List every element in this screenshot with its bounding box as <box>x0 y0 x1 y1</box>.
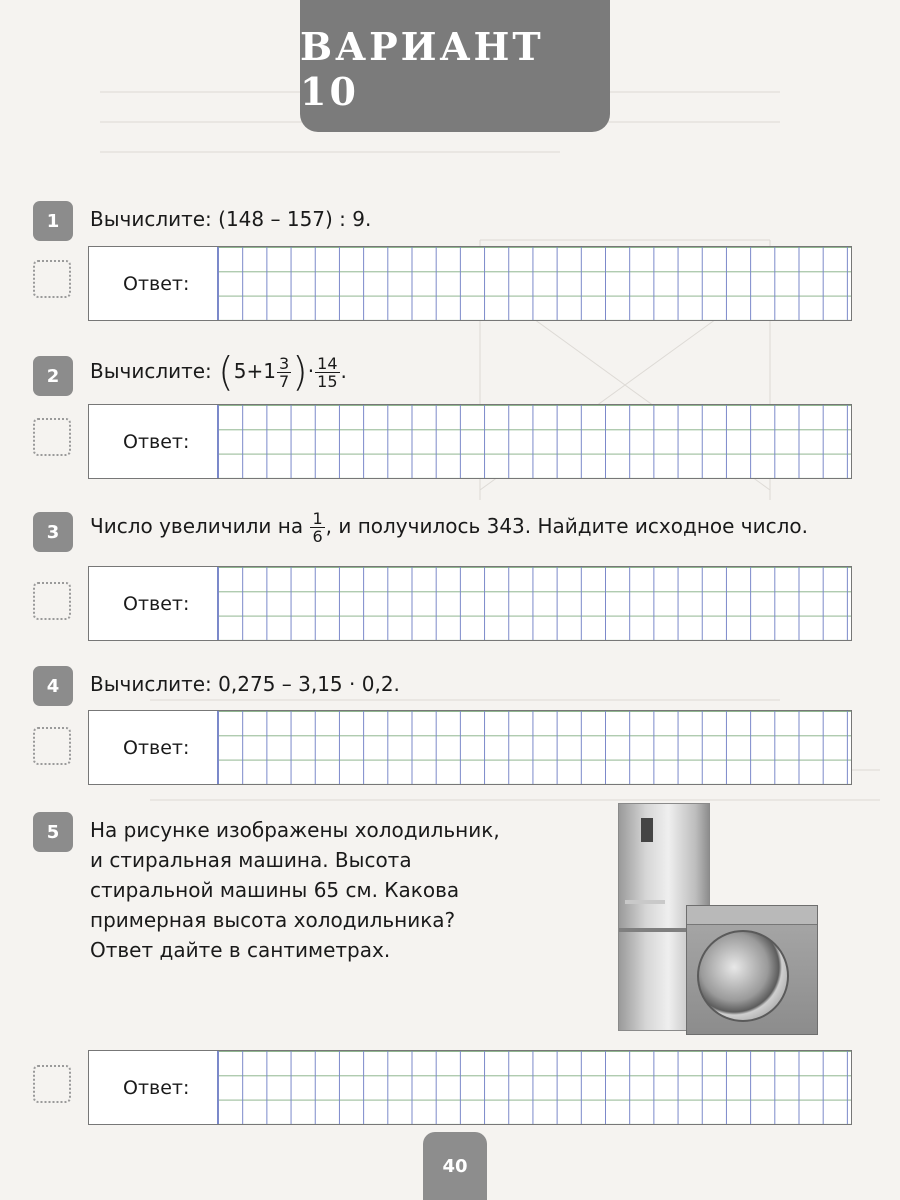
task-5-answer-grid[interactable] <box>217 1051 851 1124</box>
task-number-badge: 1 <box>33 201 73 241</box>
answer-label: Ответ: <box>123 430 190 453</box>
task-4-checkbox[interactable] <box>33 727 71 765</box>
task-1-text <box>90 204 371 234</box>
left-paren: ( <box>218 349 234 396</box>
task-2-text <box>90 349 347 396</box>
fraction-denominator: 15 <box>317 372 338 391</box>
right-paren: ) <box>292 349 308 396</box>
task-3-before: Число увеличили на <box>90 514 304 538</box>
task-5-line: Ответ дайте в сантиметрах. <box>90 938 391 962</box>
task-number-badge: 4 <box>33 666 73 706</box>
task-2-prefix: Вычислите: <box>90 359 212 383</box>
task-3-answer-grid[interactable] <box>217 567 851 640</box>
task-4-answer-box <box>88 710 852 785</box>
fraction-1-6 <box>310 510 324 545</box>
task-1-answer-box <box>88 246 852 321</box>
page-number: 40 <box>423 1132 487 1200</box>
fraction-denominator: 7 <box>278 372 290 391</box>
task-4-answer-grid[interactable] <box>217 711 851 784</box>
task-1-expression: (148 – 157) : 9. <box>218 207 372 231</box>
task-2-answer-grid[interactable] <box>217 405 851 478</box>
answer-label: Ответ: <box>123 272 190 295</box>
fraction-numerator: 3 <box>278 354 290 373</box>
task-5-line: примерная высота холодильника? <box>90 908 456 932</box>
washer-drum <box>697 930 789 1022</box>
task-3-checkbox[interactable] <box>33 582 71 620</box>
fraction-numerator: 14 <box>317 354 338 373</box>
task-5-line: стиральной машины 65 см. Какова <box>90 878 460 902</box>
fraction-numerator: 1 <box>312 509 323 528</box>
fridge-display <box>641 818 653 842</box>
period: . <box>340 359 347 383</box>
answer-label: Ответ: <box>123 1076 190 1099</box>
task-3-after: , и получилось 343. Найдите исходное число. <box>325 514 808 538</box>
task-3-text <box>90 510 860 545</box>
task-5-line: На рисунке изображены холодильник, <box>90 818 500 842</box>
task-2-checkbox[interactable] <box>33 418 71 456</box>
task-5-checkbox[interactable] <box>33 1065 71 1103</box>
fraction-denominator: 6 <box>312 527 323 546</box>
washing-machine-image <box>686 905 818 1035</box>
variant-title: ВАРИАНТ 10 <box>300 24 544 114</box>
answer-label: Ответ: <box>123 592 190 615</box>
fraction-14-15 <box>315 355 339 390</box>
task-2-whole: 5+1 <box>233 359 276 383</box>
fridge-handle <box>625 900 665 904</box>
multiply-dot: · <box>307 359 315 383</box>
task-3-answer-box <box>88 566 852 641</box>
task-2-answer-box <box>88 404 852 479</box>
task-1-answer-grid[interactable] <box>217 247 851 320</box>
variant-header <box>300 0 610 132</box>
task-number-badge: 2 <box>33 356 73 396</box>
task-5-text <box>90 815 522 965</box>
task-number-badge: 5 <box>33 812 73 852</box>
task-4-expression: 0,275 – 3,15 · 0,2. <box>218 672 400 696</box>
task-5-line: и стиральная машина. Высота <box>90 848 412 872</box>
fraction-3-7 <box>277 355 291 390</box>
task-1-prefix: Вычислите: <box>90 207 212 231</box>
washer-control-panel <box>687 906 817 925</box>
task-1-checkbox[interactable] <box>33 260 71 298</box>
task-4-text <box>90 669 400 699</box>
task-5-answer-box <box>88 1050 852 1125</box>
task-4-prefix: Вычислите: <box>90 672 212 696</box>
answer-label: Ответ: <box>123 736 190 759</box>
task-number-badge: 3 <box>33 512 73 552</box>
